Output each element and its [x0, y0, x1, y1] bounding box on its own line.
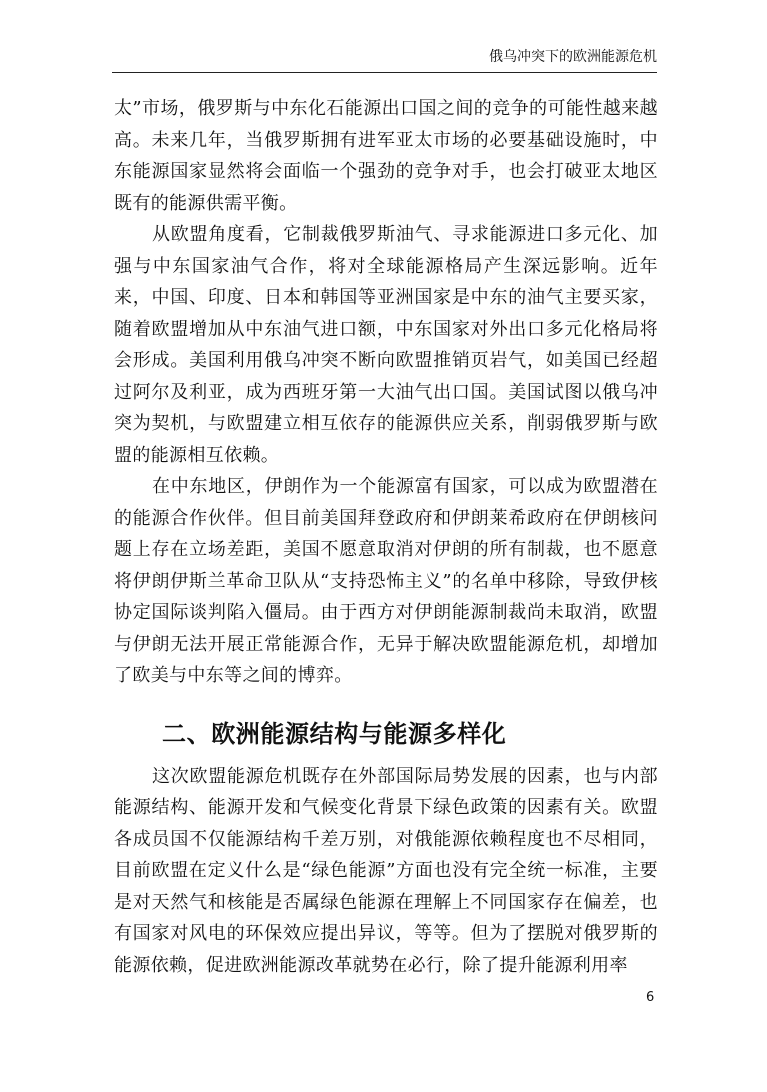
paragraph-energy-structure: 这次欧盟能源危机既存在外部国际局势发展的因素，也与内部能源结构、能源开发和气候变化背景下绿色政策的因素有关。欧盟各成员国不仅能源结构千差万别，对俄能源依赖程度也不尽相同，目前欧盟在定义什么是“绿色能源”方面也没有完全统一标准，主要是对天然气和核能是否属绿色能源在理解上不同国家存在偏差，也有国家对风电的环保效应提出异议，等等。但为了摆脱对俄罗斯的能源依赖，促进欧洲能源改革就势在必行，除了提升能源利用率: [114, 765, 658, 976]
page-body: [114, 93, 658, 981]
section-heading: 二、欧洲能源结构与能源多样化: [162, 719, 507, 748]
paragraph-eu-perspective: 从欧盟角度看，它制裁俄罗斯油气、寻求能源进口多元化、加强与中东国家油气合作，将对全球能源格局产生深远影响。近年来，中国、印度、日本和韩国等亚洲国家是中东的油气主要买家，随着欧盟增加从中东油气进口额，中东国家对外出口多元化格局将会形成。美国利用俄乌冲突不断向欧盟推销页岩气，如美国已经超过阿尔及利亚，成为西班牙第一大油气出口国。美国试图以俄乌冲突为契机，与欧盟建立相互依存的能源供应关系，削弱俄罗斯与欧盟的能源相互依赖。: [114, 224, 658, 466]
running-header-title: 俄乌冲突下的欧洲能源危机: [489, 49, 657, 65]
page-number: 6: [646, 990, 655, 1005]
paragraph-iran-cooperation: 在中东地区，伊朗作为一个能源富有国家，可以成为欧盟潜在的能源合作伙伴。但目前美国拜登政府和伊朗莱希政府在伊朗核问题上存在立场差距，美国不愿意取消对伊朗的所有制裁，也不愿意将伊朗伊斯兰革命卫队从“支持恐怖主义”的名单中移除，导致伊核协定国际谈判陷入僵局。由于西方对伊朗能源制裁尚未取消，欧盟与伊朗无法开展正常能源合作，无异于解决欧盟能源危机，却增加了欧美与中东等之间的博弈。: [114, 476, 658, 686]
running-header: [112, 44, 657, 73]
paragraph-continuation: 太”市场，俄罗斯与中东化石能源出口国之间的竞争的可能性越来越高。未来几年，当俄罗斯拥有进军亚太市场的必要基础设施时，中东能源国家显然将会面临一个强劲的竞争对手，也会打破亚太地区既有的能源供需平衡。: [114, 98, 658, 214]
